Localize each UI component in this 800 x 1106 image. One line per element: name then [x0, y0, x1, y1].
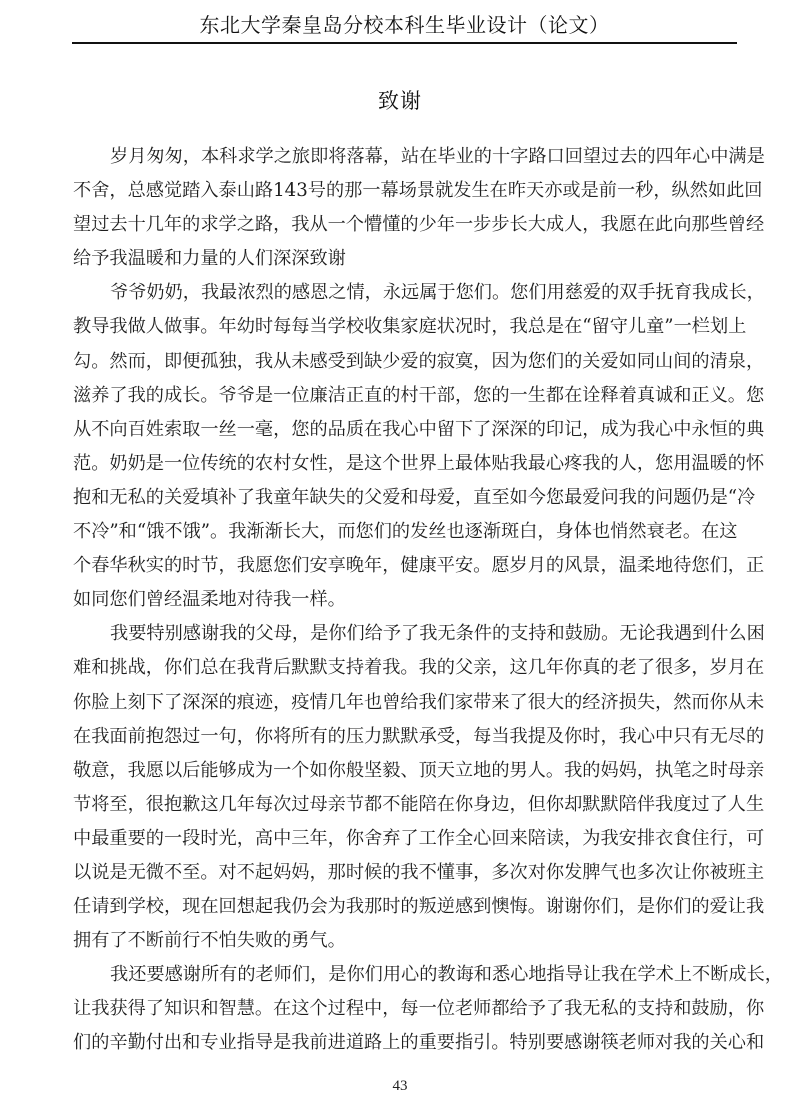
text-line: 以说是无微不至。对不起妈妈，那时候的我不懂事，多次对你发脾气也多次让你被班主 [73, 861, 765, 883]
text-line: 不冷”和“饿不饿”。我渐渐长大，而您们的发丝也逐渐斑白，身体也悄然衰老。在这 [73, 521, 738, 543]
text-line: 让我获得了知识和智慧。在这个过程中，每一位老师都给予了我无私的支持和鼓励，你 [73, 998, 765, 1020]
text-line: 不舍，总感觉踏入泰山路143号的那一幕场景就发生在昨天亦或是前一秒，纵然如此回 [73, 180, 763, 202]
text-line: 中最重要的一段时光，高中三年，你舍弃了工作全心回来陪读，为我安排衣食住行，可 [73, 827, 765, 849]
text-line: 拥有了不断前行不怕失败的勇气。 [73, 930, 346, 952]
text-line: 范。奶奶是一位传统的农村女性，是这个世界上最体贴我最心疼我的人，您用温暖的怀 [73, 452, 765, 474]
text-line: 节将至，很抱歉这几年每次过母亲节都不能陪在你身边，但你却默默陪伴我度过了人生 [73, 793, 765, 815]
chapter-title: 致谢 [378, 89, 422, 113]
text-line: 敬意，我愿以后能够成为一个如你般坚毅、顶天立地的男人。我的妈妈，执笔之时母亲 [73, 759, 765, 781]
text-line: 岁月匆匆，本科求学之旅即将落幕，站在毕业的十字路口回望过去的四年心中满是 [110, 146, 765, 167]
text-line: 滋养了我的成长。爷爷是一位廉洁正直的村干部，您的一生都在诠释着真诚和正义。您 [73, 384, 765, 406]
text-line: 爷爷奶奶，我最浓烈的感恩之情，永远属于您们。您们用慈爱的双手抚育我成长， [110, 282, 765, 304]
text-line: 从不向百姓索取一丝一毫，您的品质在我心中留下了深深的印记，成为我心中永恒的典 [73, 418, 765, 440]
paragraph-1 [73, 140, 765, 276]
paragraph-3 [73, 617, 765, 958]
text-line: 我还要感谢所有的老师们，是你们用心的教诲和悉心地指导让我在学术上不断成长， [110, 964, 783, 986]
text-line: 望过去十几年的求学之路，我从一个懵懂的少年一步步长大成人，我愿在此向那些曾经 [73, 214, 765, 236]
acknowledgement-body [73, 140, 783, 1061]
page-number: 43 [392, 1078, 408, 1094]
text-line: 任请到学校，现在回想起我仍会为我那时的叛逆感到懊悔。谢谢你们，是你们的爱让我 [73, 896, 765, 918]
text-line: 个春华秋实的时节，我愿您们安享晚年，健康平安。愿岁月的风景，温柔地待您们，正 [73, 555, 765, 577]
text-line: 们的辛勤付出和专业指导是我前进道路上的重要指引。特别要感谢筷老师对我的关心和 [73, 1032, 765, 1054]
text-line: 在我面前抱怨过一句，你将所有的压力默默承受，每当我提及你时，我心中只有无尽的 [73, 725, 765, 747]
text-line: 难和挑战，你们总在我背后默默支持着我。我的父亲，这几年你真的老了很多，岁月在 [73, 657, 765, 679]
text-line: 如同您们曾经温柔地对待我一样。 [73, 589, 346, 611]
running-header [72, 10, 737, 44]
text-line: 给予我温暖和力量的人们深深致谢 [73, 248, 346, 270]
text-line: 我要特别感谢我的父母，是你们给予了我无条件的支持和鼓励。无论我遇到什么困 [110, 623, 765, 645]
paragraph-2 [73, 276, 765, 617]
text-line: 教导我做人做事。年幼时每每当学校收集家庭状况时，我总是在“留守儿童”一栏划上 [73, 316, 747, 338]
text-line: 抱和无私的关爱填补了我童年缺失的父爱和母爱，直至如今您最爱问我的问题仍是“冷 [73, 486, 756, 508]
text-line: 勾。然而，即便孤独，我从未感受到缺少爱的寂寞，因为您们的关爱如同山间的清泉， [73, 350, 765, 372]
text-line: 你脸上刻下了深深的痕迹，疫情几年也曾给我们家带来了很大的经济损失，然而你从未 [73, 691, 765, 713]
running-header-title: 东北大学秦皇岛分校本科生毕业设计（论文） [199, 13, 610, 37]
paragraph-4 [73, 958, 783, 1060]
